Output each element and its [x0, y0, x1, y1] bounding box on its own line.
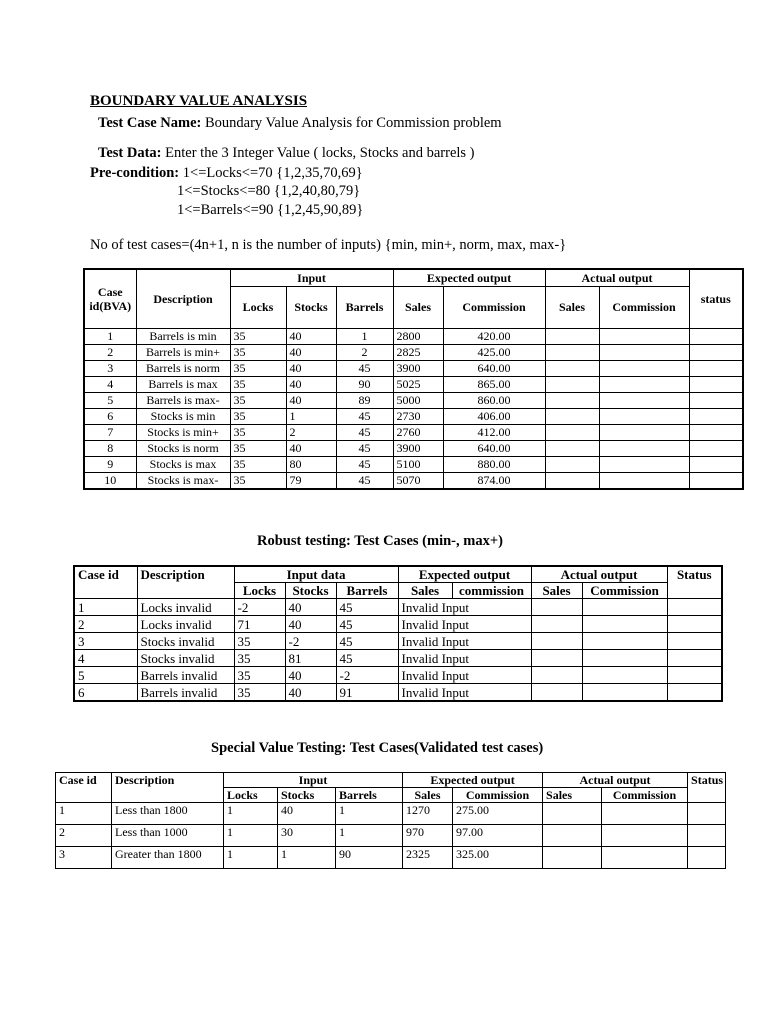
description-cell: Barrels is max	[136, 377, 230, 393]
description-cell: Less than 1000	[112, 825, 224, 847]
header-status: status	[689, 269, 743, 329]
precondition-label: Pre-condition:	[90, 165, 180, 181]
header-expected-output: Expected output	[393, 269, 545, 287]
test-data-value: Enter the 3 Integer Value ( locks, Stocks and barrels )	[165, 145, 475, 161]
locks-cell: 71	[234, 616, 285, 633]
table-row	[84, 361, 743, 377]
status-cell	[667, 633, 722, 650]
status-cell	[689, 457, 743, 473]
header-description: Description	[136, 269, 230, 329]
header-commission: Commission	[443, 287, 545, 329]
stocks-cell: 40	[278, 803, 336, 825]
barrels-cell: 45	[336, 633, 398, 650]
expected-output-cell: Invalid Input	[398, 667, 531, 684]
locks-cell: 1	[224, 803, 278, 825]
table-row	[56, 825, 726, 847]
bva-table	[83, 268, 744, 490]
case-id-cell: 9	[84, 457, 136, 473]
table-row	[56, 803, 726, 825]
locks-cell: 35	[230, 457, 286, 473]
actual-sales-cell	[545, 473, 599, 490]
barrels-cell: 45	[336, 650, 398, 667]
description-cell: Stocks is min	[136, 409, 230, 425]
commission-cell: 425.00	[443, 345, 545, 361]
barrels-cell: 1	[336, 329, 393, 345]
sales-cell: 1270	[403, 803, 453, 825]
special-table	[55, 772, 726, 869]
sales-cell: 970	[403, 825, 453, 847]
locks-cell: 35	[234, 667, 285, 684]
special-header-actual: Actual output	[543, 773, 688, 788]
actual-sales-cell	[545, 377, 599, 393]
sales-cell: 5000	[393, 393, 443, 409]
barrels-cell: 45	[336, 409, 393, 425]
actual-commission-cell	[582, 684, 667, 702]
robust-header-status: Status	[667, 566, 722, 599]
header-locks: Locks	[230, 287, 286, 329]
test-data	[98, 145, 475, 162]
locks-cell: 35	[230, 425, 286, 441]
description-cell: Barrels invalid	[137, 667, 234, 684]
case-id-cell: 7	[84, 425, 136, 441]
status-cell	[689, 393, 743, 409]
test-case-name-value: Boundary Value Analysis for Commission problem	[205, 115, 502, 131]
actual-sales-cell	[531, 599, 582, 616]
header-input: Input	[230, 269, 393, 287]
description-cell: Barrels is min	[136, 329, 230, 345]
commission-cell: 880.00	[443, 457, 545, 473]
commission-cell: 325.00	[453, 847, 543, 869]
robust-header-stocks: Stocks	[285, 583, 336, 599]
actual-sales-cell	[543, 803, 602, 825]
table-row	[84, 457, 743, 473]
actual-sales-cell	[531, 667, 582, 684]
commission-cell: 860.00	[443, 393, 545, 409]
special-header-actual-commission: Commission	[602, 788, 688, 803]
header-case-id: Case id(BVA)	[84, 269, 136, 329]
sales-cell: 3900	[393, 361, 443, 377]
header-actual-sales: Sales	[545, 287, 599, 329]
stocks-cell: 30	[278, 825, 336, 847]
precondition-line1: 1<=Locks<=70 {1,2,35,70,69}	[182, 165, 363, 181]
commission-cell: 97.00	[453, 825, 543, 847]
locks-cell: 35	[230, 377, 286, 393]
description-cell: Barrels is norm	[136, 361, 230, 377]
actual-commission-cell	[582, 667, 667, 684]
stocks-cell: 79	[286, 473, 336, 490]
actual-commission-cell	[602, 847, 688, 869]
barrels-cell: 89	[336, 393, 393, 409]
case-id-cell: 4	[74, 650, 137, 667]
case-id-cell: 3	[56, 847, 112, 869]
expected-output-cell: Invalid Input	[398, 650, 531, 667]
special-header-barrels: Barrels	[336, 788, 403, 803]
stocks-cell: 40	[285, 616, 336, 633]
status-cell	[689, 377, 743, 393]
locks-cell: 35	[234, 650, 285, 667]
barrels-cell: 45	[336, 361, 393, 377]
table-row	[74, 650, 722, 667]
status-cell	[688, 803, 726, 825]
commission-cell: 640.00	[443, 441, 545, 457]
sales-cell: 2825	[393, 345, 443, 361]
table-row	[56, 847, 726, 869]
page-heading: BOUNDARY VALUE ANALYSIS	[90, 93, 308, 109]
case-id-cell: 5	[74, 667, 137, 684]
robust-header-description: Description	[137, 566, 234, 599]
special-header-case-id: Case id	[56, 773, 112, 803]
table-row	[74, 667, 722, 684]
barrels-cell: 90	[336, 847, 403, 869]
status-cell	[667, 599, 722, 616]
actual-commission-cell	[582, 599, 667, 616]
description-cell: Locks invalid	[137, 616, 234, 633]
actual-sales-cell	[545, 441, 599, 457]
status-cell	[689, 329, 743, 345]
barrels-cell: 45	[336, 599, 398, 616]
commission-cell: 640.00	[443, 361, 545, 377]
stocks-cell: 1	[278, 847, 336, 869]
special-header-sales: Sales	[403, 788, 453, 803]
actual-commission-cell	[599, 441, 689, 457]
actual-sales-cell	[545, 345, 599, 361]
actual-commission-cell	[582, 650, 667, 667]
commission-cell: 865.00	[443, 377, 545, 393]
robust-header-input: Input data	[234, 566, 398, 583]
table-row	[84, 441, 743, 457]
status-cell	[688, 847, 726, 869]
barrels-cell: 45	[336, 425, 393, 441]
table-row	[74, 633, 722, 650]
expected-output-cell: Invalid Input	[398, 599, 531, 616]
actual-sales-cell	[545, 409, 599, 425]
actual-commission-cell	[599, 473, 689, 490]
status-cell	[667, 667, 722, 684]
status-cell	[689, 345, 743, 361]
precondition-line2: 1<=Stocks<=80 {1,2,40,80,79}	[177, 183, 361, 199]
barrels-cell: 45	[336, 457, 393, 473]
commission-cell: 406.00	[443, 409, 545, 425]
table-row	[84, 473, 743, 490]
status-cell	[689, 425, 743, 441]
locks-cell: 35	[234, 684, 285, 702]
table-row	[84, 425, 743, 441]
table-row	[74, 616, 722, 633]
special-header-description: Description	[112, 773, 224, 803]
actual-commission-cell	[599, 409, 689, 425]
special-header-expected: Expected output	[403, 773, 543, 788]
actual-commission-cell	[599, 425, 689, 441]
robust-header-locks: Locks	[234, 583, 285, 599]
actual-commission-cell	[599, 329, 689, 345]
table-row	[84, 377, 743, 393]
description-cell: Stocks is min+	[136, 425, 230, 441]
locks-cell: -2	[234, 599, 285, 616]
robust-title: Robust testing: Test Cases (min-, max+)	[257, 533, 503, 549]
actual-sales-cell	[531, 650, 582, 667]
barrels-cell: 90	[336, 377, 393, 393]
sales-cell: 2800	[393, 329, 443, 345]
locks-cell: 35	[230, 409, 286, 425]
description-cell: Stocks invalid	[137, 633, 234, 650]
robust-header-actual-sales: Sales	[531, 583, 582, 599]
case-id-cell: 6	[84, 409, 136, 425]
actual-sales-cell	[545, 425, 599, 441]
description-cell: Barrels is min+	[136, 345, 230, 361]
locks-cell: 35	[230, 345, 286, 361]
sales-cell: 5100	[393, 457, 443, 473]
status-cell	[667, 616, 722, 633]
description-cell: Less than 1800	[112, 803, 224, 825]
stocks-cell: 40	[286, 377, 336, 393]
case-id-cell: 3	[74, 633, 137, 650]
special-title: Special Value Testing: Test Cases(Validated test cases)	[211, 740, 544, 756]
status-cell	[688, 825, 726, 847]
header-stocks: Stocks	[286, 287, 336, 329]
actual-sales-cell	[531, 684, 582, 702]
robust-header-sales: Sales	[398, 583, 452, 599]
test-case-name	[98, 115, 502, 132]
case-id-cell: 6	[74, 684, 137, 702]
case-id-cell: 2	[56, 825, 112, 847]
case-id-cell: 1	[56, 803, 112, 825]
description-cell: Stocks is max-	[136, 473, 230, 490]
robust-header-barrels: Barrels	[336, 583, 398, 599]
sales-cell: 5025	[393, 377, 443, 393]
actual-commission-cell	[599, 361, 689, 377]
actual-commission-cell	[602, 825, 688, 847]
robust-header-case-id: Case id	[74, 566, 137, 599]
case-id-cell: 3	[84, 361, 136, 377]
status-cell	[689, 473, 743, 490]
locks-cell: 35	[230, 361, 286, 377]
stocks-cell: 40	[286, 361, 336, 377]
table-row	[84, 393, 743, 409]
precondition-line3: 1<=Barrels<=90 {1,2,45,90,89}	[177, 202, 364, 218]
expected-output-cell: Invalid Input	[398, 684, 531, 702]
robust-header-actual-commission: Commission	[582, 583, 667, 599]
robust-header-expected: Expected output	[398, 566, 531, 583]
case-id-cell: 1	[74, 599, 137, 616]
stocks-cell: 40	[286, 329, 336, 345]
test-data-label: Test Data:	[98, 145, 162, 161]
expected-output-cell: Invalid Input	[398, 616, 531, 633]
locks-cell: 1	[224, 847, 278, 869]
description-cell: Stocks is max	[136, 457, 230, 473]
actual-commission-cell	[599, 377, 689, 393]
special-header-actual-sales: Sales	[543, 788, 602, 803]
status-cell	[689, 361, 743, 377]
special-header-commission: Commission	[453, 788, 543, 803]
actual-sales-cell	[545, 393, 599, 409]
locks-cell: 35	[230, 441, 286, 457]
case-id-cell: 5	[84, 393, 136, 409]
stocks-cell: -2	[285, 633, 336, 650]
barrels-cell: 2	[336, 345, 393, 361]
header-actual-commission: Commission	[599, 287, 689, 329]
stocks-cell: 80	[286, 457, 336, 473]
case-id-cell: 2	[84, 345, 136, 361]
barrels-cell: 45	[336, 441, 393, 457]
sales-cell: 5070	[393, 473, 443, 490]
description-cell: Locks invalid	[137, 599, 234, 616]
header-sales: Sales	[393, 287, 443, 329]
robust-table	[73, 565, 723, 702]
actual-commission-cell	[582, 633, 667, 650]
precondition	[90, 165, 363, 182]
expected-output-cell: Invalid Input	[398, 633, 531, 650]
actual-commission-cell	[599, 457, 689, 473]
special-header-status: Status	[688, 773, 726, 803]
commission-cell: 874.00	[443, 473, 545, 490]
description-cell: Stocks is norm	[136, 441, 230, 457]
actual-commission-cell	[599, 393, 689, 409]
special-header-input: Input	[224, 773, 403, 788]
locks-cell: 35	[230, 329, 286, 345]
locks-cell: 35	[230, 393, 286, 409]
status-cell	[667, 684, 722, 702]
status-cell	[689, 441, 743, 457]
robust-header-actual: Actual output	[531, 566, 667, 583]
stocks-cell: 40	[286, 393, 336, 409]
locks-cell: 35	[230, 473, 286, 490]
status-cell	[667, 650, 722, 667]
barrels-cell: 1	[336, 803, 403, 825]
barrels-cell: -2	[336, 667, 398, 684]
special-header-locks: Locks	[224, 788, 278, 803]
actual-sales-cell	[531, 616, 582, 633]
header-barrels: Barrels	[336, 287, 393, 329]
table-row	[84, 329, 743, 345]
stocks-cell: 81	[285, 650, 336, 667]
stocks-cell: 1	[286, 409, 336, 425]
description-cell: Greater than 1800	[112, 847, 224, 869]
stocks-cell: 2	[286, 425, 336, 441]
actual-commission-cell	[602, 803, 688, 825]
description-cell: Stocks invalid	[137, 650, 234, 667]
table-row	[84, 345, 743, 361]
barrels-cell: 45	[336, 616, 398, 633]
status-cell	[689, 409, 743, 425]
locks-cell: 35	[234, 633, 285, 650]
case-id-cell: 2	[74, 616, 137, 633]
barrels-cell: 45	[336, 473, 393, 490]
stocks-cell: 40	[286, 441, 336, 457]
locks-cell: 1	[224, 825, 278, 847]
commission-cell: 275.00	[453, 803, 543, 825]
sales-cell: 2325	[403, 847, 453, 869]
actual-sales-cell	[531, 633, 582, 650]
table-row	[84, 409, 743, 425]
sales-cell: 2730	[393, 409, 443, 425]
actual-sales-cell	[543, 847, 602, 869]
case-id-cell: 10	[84, 473, 136, 490]
commission-cell: 412.00	[443, 425, 545, 441]
test-case-name-label: Test Case Name:	[98, 115, 202, 131]
table-row	[74, 684, 722, 702]
robust-header-commission: commission	[452, 583, 531, 599]
barrels-cell: 1	[336, 825, 403, 847]
actual-sales-cell	[543, 825, 602, 847]
num-test-cases: No of test cases=(4n+1, n is the number of inputs) {min, min+, norm, max, max-}	[90, 237, 567, 253]
stocks-cell: 40	[285, 667, 336, 684]
actual-sales-cell	[545, 361, 599, 377]
actual-sales-cell	[545, 457, 599, 473]
table-row	[74, 599, 722, 616]
commission-cell: 420.00	[443, 329, 545, 345]
actual-commission-cell	[599, 345, 689, 361]
stocks-cell: 40	[285, 599, 336, 616]
header-actual-output: Actual output	[545, 269, 689, 287]
description-cell: Barrels is max-	[136, 393, 230, 409]
sales-cell: 3900	[393, 441, 443, 457]
special-header-stocks: Stocks	[278, 788, 336, 803]
sales-cell: 2760	[393, 425, 443, 441]
barrels-cell: 91	[336, 684, 398, 702]
stocks-cell: 40	[285, 684, 336, 702]
case-id-cell: 4	[84, 377, 136, 393]
actual-commission-cell	[582, 616, 667, 633]
case-id-cell: 8	[84, 441, 136, 457]
description-cell: Barrels invalid	[137, 684, 234, 702]
stocks-cell: 40	[286, 345, 336, 361]
actual-sales-cell	[545, 329, 599, 345]
case-id-cell: 1	[84, 329, 136, 345]
